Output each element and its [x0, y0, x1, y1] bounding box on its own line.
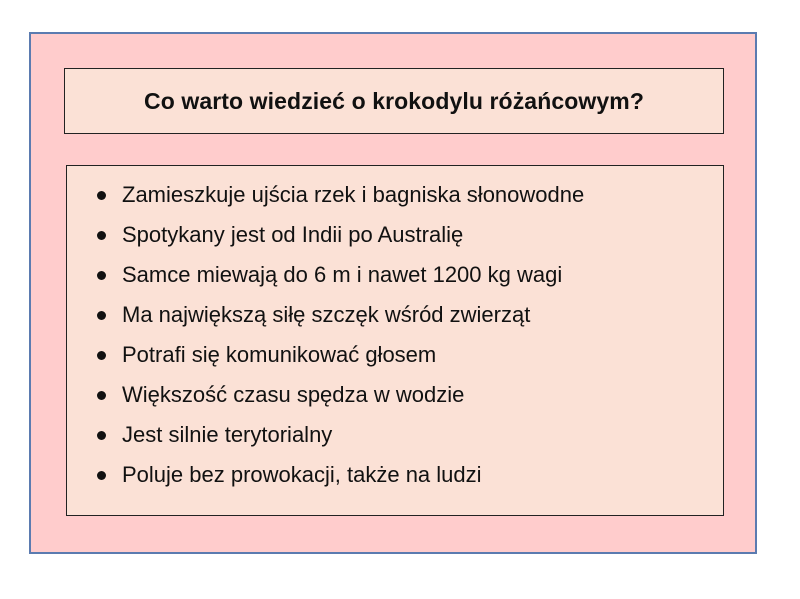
list-item: [97, 215, 713, 255]
list-item: [97, 255, 713, 295]
fact-text: Ma największą siłę szczęk wśród zwierząt: [122, 302, 531, 327]
fact-text: Spotykany jest od Indii po Australię: [122, 222, 464, 247]
fact-text: Poluje bez prowokacji, także na ludzi: [122, 462, 482, 487]
bullet-icon: [97, 351, 106, 360]
bullet-icon: [97, 271, 106, 280]
list-item: [97, 375, 713, 415]
slide-title: Co warto wiedzieć o krokodylu różańcowym?: [144, 87, 644, 114]
title-box: [64, 68, 724, 134]
bullet-icon: [97, 471, 106, 480]
facts-list: [97, 175, 713, 495]
bullet-icon: [97, 391, 106, 400]
bullet-icon: [97, 431, 106, 440]
list-item: [97, 175, 713, 215]
list-item: [97, 295, 713, 335]
fact-text: Jest silnie terytorialny: [122, 422, 333, 447]
fact-text: Większość czasu spędza w wodzie: [122, 382, 465, 407]
list-item: [97, 415, 713, 455]
facts-box: [66, 165, 724, 516]
bullet-icon: [97, 311, 106, 320]
bullet-icon: [97, 231, 106, 240]
list-item: [97, 455, 713, 495]
bullet-icon: [97, 191, 106, 200]
fact-text: Potrafi się komunikować głosem: [122, 342, 437, 367]
fact-text: Samce miewają do 6 m i nawet 1200 kg wagi: [122, 262, 563, 287]
list-item: [97, 335, 713, 375]
fact-text: Zamieszkuje ujścia rzek i bagniska słonowodne: [122, 182, 585, 207]
